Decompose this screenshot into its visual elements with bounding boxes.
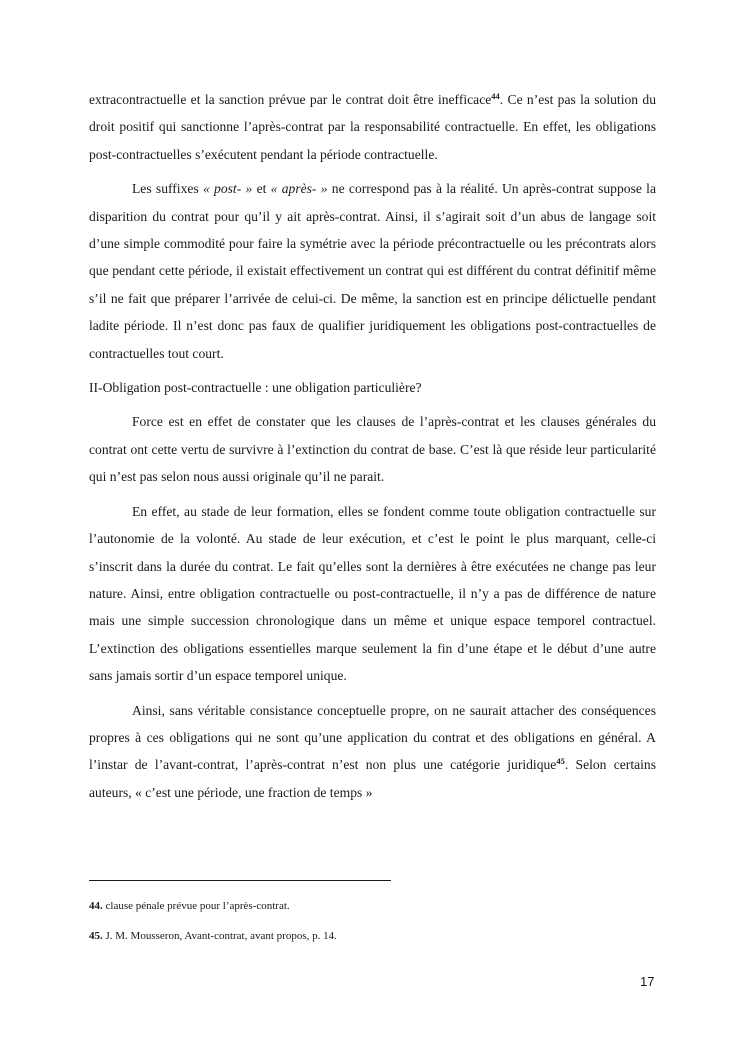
footnote-text: clause pénale prévue pour l’après-contrat. xyxy=(102,900,290,912)
italic-apres: « après- » xyxy=(270,181,328,197)
italic-post: « post- » xyxy=(202,181,253,197)
paragraph-2-text-cont: ne correspond pas à la réalité. Un après-contrat suppose la disparition du contrat pour qu’il y ait après-contrat. Ainsi, il s’agirait soit d’un abus de langage soit d’une simple commodité pour faire la symétrie avec la période précontractuelle ou les précontrats alors que pendant cette période, il existait effectivement un contrat qui est différent du contrat définitif même s’il ne fait que préparer l’arrivée de celui-ci. De même, la sanction est en principe délictuelle pendant ladite période. Il n’est donc pas faux de qualifier juridiquement les obligations post-contractuelles de contractuelles tout court. xyxy=(89,181,656,361)
body-text xyxy=(89,86,656,806)
paragraph-1 xyxy=(89,86,656,168)
footnote-number: 44. xyxy=(89,900,103,912)
paragraph-5 xyxy=(89,697,656,807)
paragraph-1-text: extracontractuelle et la sanction prévue par le contrat doit être inefficace xyxy=(89,92,492,107)
footnote-ref-44: 44 xyxy=(491,91,500,101)
footnote-separator xyxy=(89,880,391,881)
footnote-text: J. M. Mousseron, Avant-contrat, avant propos, p. 14. xyxy=(102,930,337,942)
paragraph-3: Force est en effet de constater que les clauses de l’après-contrat et les clauses générales du contrat ont cette vertu de survivre à l’extinction du contrat de base. C’est là que réside leur particularité qui n’est pas selon nous aussi originale qu’il ne parait. xyxy=(89,414,656,485)
paragraph-5-text: Ainsi, sans véritable consistance conceptuelle propre, on ne saurait attacher des conséquences propres à ces obligations qui ne sont qu’une application du contrat et des obligations en général. A l’instar de l’avant-contrat, l’après-contrat n’est non plus une catégorie juridique xyxy=(89,702,656,773)
paragraph-4: En effet, au stade de leur formation, elles se fondent comme toute obligation contractuelle sur l’autonomie de la volonté. Au stade de leur exécution, et c’est le point le plus marquant, celle-ci s’inscrit dans la durée du contrat. Le fait qu’elles sont la dernières à être exécutées ne change pas leur nature. Ainsi, entre obligation contractuelle ou post-contractuelle, il n’y a pas de différence de nature mais une simple succession chronologique dans un même et unique espace temporel contractuel. L’extinction des obligations essentielles marque seulement la fin d’une étape et le début d’une autre sans jamais sortir d’un espace temporel unique. xyxy=(89,503,656,684)
paragraph-2 xyxy=(89,175,656,367)
paragraph-5-text-cont: . Selon certains auteurs, « c’est une période, une fraction de temps » xyxy=(89,757,656,800)
paragraph-2-conj: et xyxy=(252,181,271,197)
footnote-ref-45: 45 xyxy=(556,756,565,767)
footnote-number: 45. xyxy=(89,930,103,942)
paragraph-1-text-cont: . Ce n’est pas la solution du droit positif qui sanctionne l’après-contrat par la responsabilité contractuelle. En effet, les obligations post-contractuelles s’exécutent pendant la période contractuelle. xyxy=(89,92,656,162)
paragraph-2-text: Les suffixes xyxy=(132,181,203,197)
page-number: 17 xyxy=(640,974,655,989)
footnote-45 xyxy=(89,929,656,943)
section-heading: II-Obligation post-contractuelle : une obligation particulière? xyxy=(89,380,422,396)
footnote-44 xyxy=(89,899,656,913)
footnotes xyxy=(89,899,656,959)
